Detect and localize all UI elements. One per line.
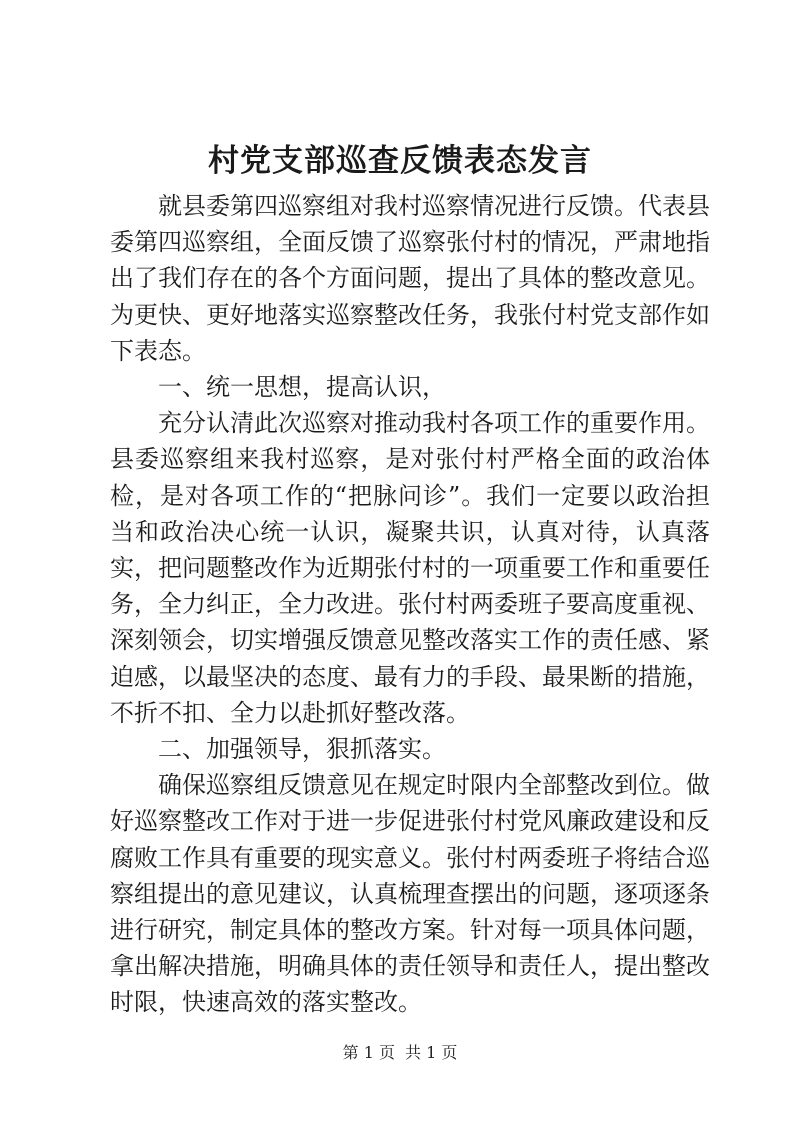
document-title: 村党支部巡查反馈表态发言 (208, 143, 592, 179)
page-footer (0, 1042, 800, 1064)
page-number: 第 1 页 (342, 1043, 395, 1062)
section-heading-2: 二、加强领导，狠抓落实。 (158, 735, 446, 764)
paragraph-section-2: 确保巡察组反馈意见在规定时限内全部整改到位。做好巡察整改工作对于进一步促进张付村党风廉政建设和反腐败工作具有重要的现实意义。张付村两委班子将结合巡察组提出的意见建议，认真梳理查摆出的问题，逐项逐条进行研究，制定具体的整改方案。针对每一项具体问题，拿出解决措施，明确具体的责任领导和责任人，提出整改时限，快速高效的落实整改。 (110, 771, 710, 1017)
page-total: 共 1 页 (405, 1043, 458, 1062)
paragraph-intro: 就县委第四巡察组对我村巡察情况进行反馈。代表县委第四巡察组，全面反馈了巡察张付村的情况，严肃地指出了我们存在的各个方面问题，提出了具体的整改意见。为更快、更好地落实巡察整改任务，我张付村党支部作如下表态。 (110, 192, 710, 365)
section-heading-1: 一、统一思想，提高认识， (158, 373, 446, 402)
document-body (110, 188, 710, 1021)
paragraph-section-1: 充分认清此次巡察对推动我村各项工作的重要作用。县委巡察组来我村巡察，是对张付村严格全面的政治体检，是对各项工作的“把脉问诊”。我们一定要以政治担当和政治决心统一认识，凝聚共识，认真对待，认真落实，把问题整改作为近期张付村的一项重要工作和重要任务，全力纠正，全力改进。张付村两委班子要高度重视、深刻领会，切实增强反馈意见整改落实工作的责任感、紧迫感，以最坚决的态度、最有力的手段、最果断的措施，不折不扣、全力以赴抓好整改落。 (110, 409, 710, 727)
